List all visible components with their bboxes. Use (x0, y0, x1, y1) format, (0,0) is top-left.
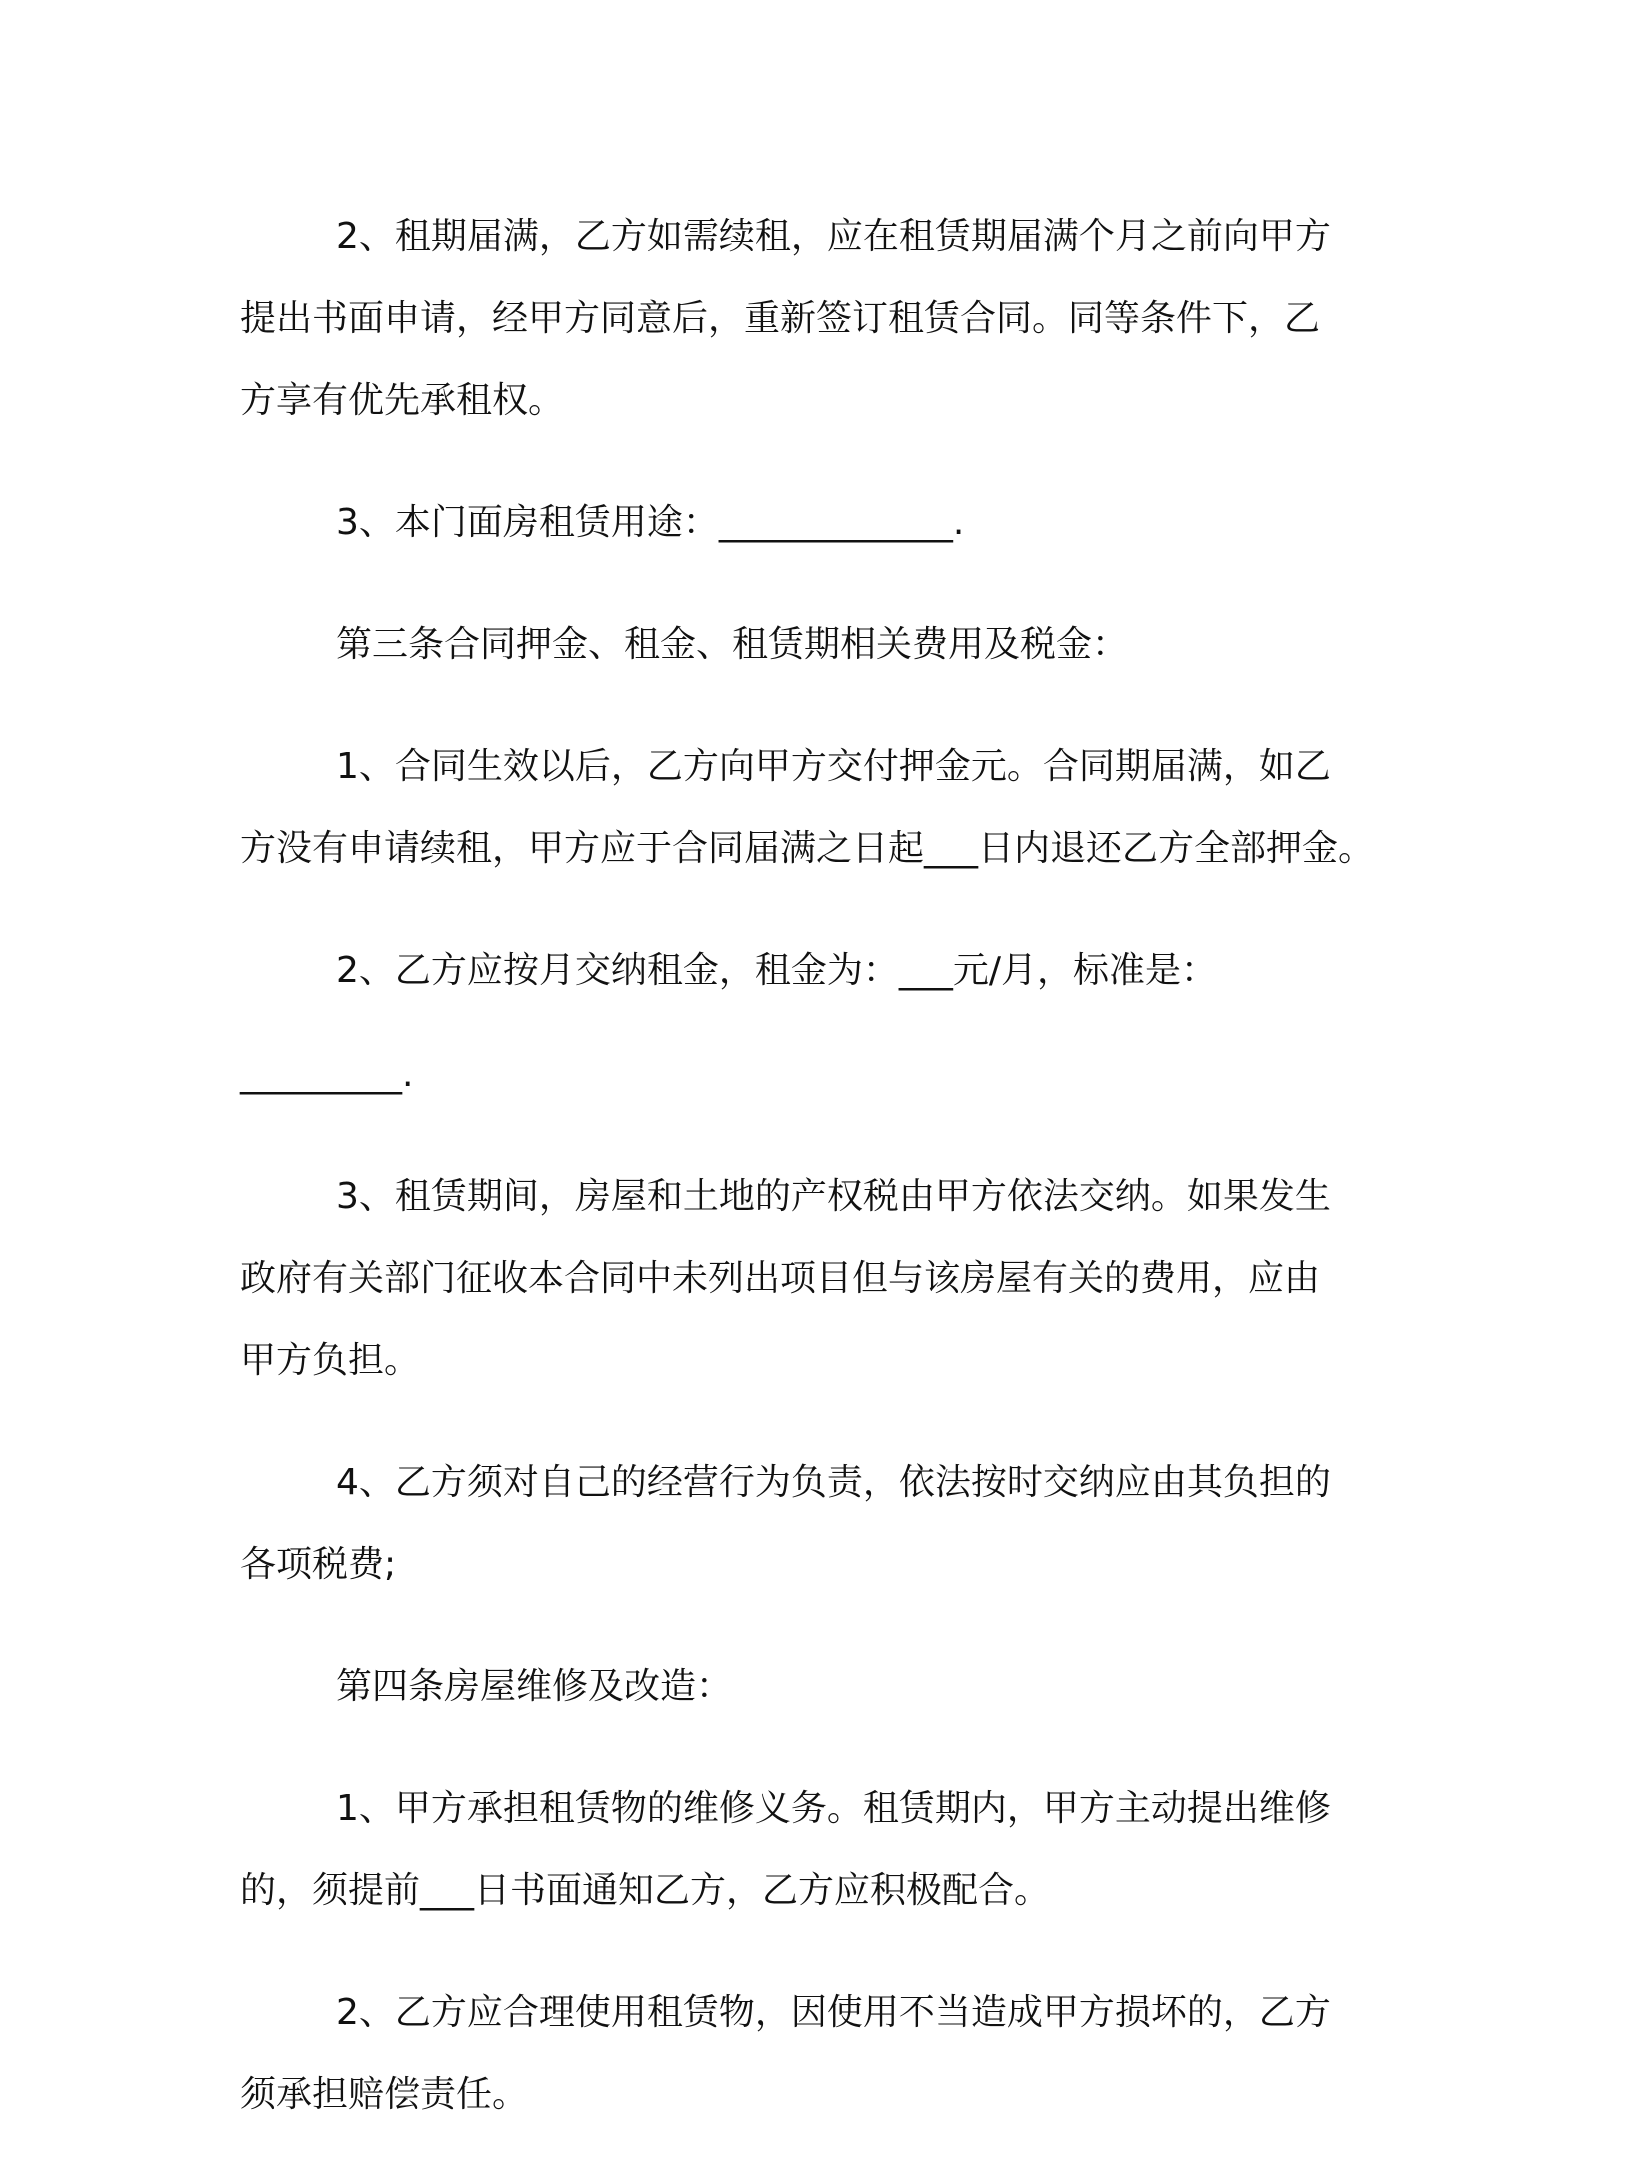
text-line: 1、甲方承担租赁物的维修义务。租赁期内，甲方主动提出维修 (336, 1788, 1331, 1829)
text-line: 第三条合同押金、租金、租赁期相关费用及税金： (336, 624, 1129, 665)
paragraph-maintenance (240, 1768, 1400, 1932)
text-line: 的，须提前___日书面通知乙方，乙方应积极配合。 (240, 1870, 1051, 1911)
document-body (240, 196, 1400, 2176)
text-line: _________. (240, 1054, 414, 1095)
text-line: 3、租赁期间，房屋和土地的产权税由甲方依法交纳。如果发生 (336, 1176, 1331, 1217)
paragraph-rent-standard (240, 1034, 1400, 1116)
text-line: 第四条房屋维修及改造： (336, 1666, 733, 1707)
text-line: 提出书面申请，经甲方同意后，重新签订租赁合同。同等条件下，乙 (240, 298, 1321, 339)
paragraph-rent (240, 930, 1400, 1012)
text-line: 方没有申请续租，甲方应于合同届满之日起___日内退还乙方全部押金。 (240, 828, 1375, 869)
text-line: 政府有关部门征收本合同中未列出项目但与该房屋有关的费用，应由 (240, 1258, 1321, 1299)
text-line: 3、本门面房租赁用途：_____________. (336, 502, 965, 543)
paragraph-renewal (240, 196, 1400, 442)
text-line: 甲方负担。 (240, 1340, 421, 1381)
paragraph-usage (240, 482, 1400, 564)
text-line: 2、乙方应按月交纳租金，租金为：___元/月，标准是： (336, 950, 1218, 991)
paragraph-property-tax (240, 1156, 1400, 1402)
paragraph-compensation (240, 1972, 1400, 2136)
text-line: 4、乙方须对自己的经营行为负责，依法按时交纳应由其负担的 (336, 1462, 1331, 1503)
paragraph-deposit (240, 726, 1400, 890)
text-line: 1、合同生效以后，乙方向甲方交付押金元。合同期届满，如乙 (336, 746, 1331, 787)
section-heading-article-3 (240, 604, 1400, 686)
text-line: 方享有优先承租权。 (240, 380, 565, 421)
text-line: 须承担赔偿责任。 (240, 2074, 529, 2115)
paragraph-business-tax (240, 1442, 1400, 1606)
section-heading-article-4 (240, 1646, 1400, 1728)
text-line: 各项税费; (240, 1544, 397, 1585)
text-line: 2、租期届满，乙方如需续租，应在租赁期届满个月之前向甲方 (336, 216, 1331, 257)
text-line: 2、乙方应合理使用租赁物，因使用不当造成甲方损坏的，乙方 (336, 1992, 1331, 2033)
